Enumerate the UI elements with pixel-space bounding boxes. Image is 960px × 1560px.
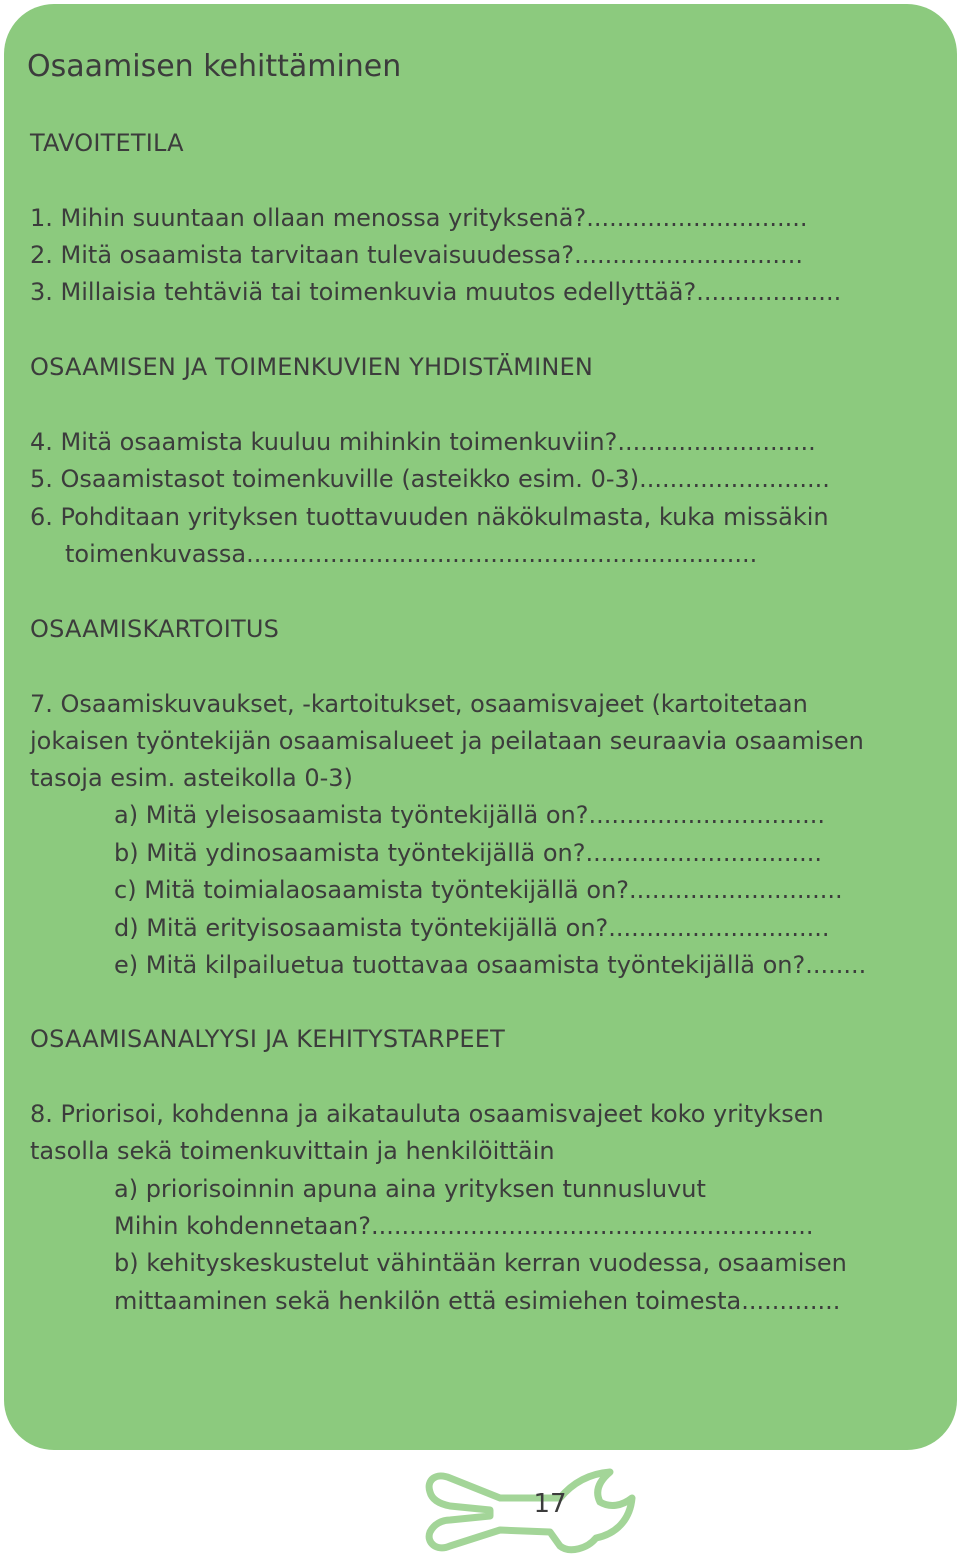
sub-item-8b-line-2: mittaaminen sekä henkilön että esimiehen toimesta............. bbox=[114, 1287, 841, 1315]
sub-item-7c: c) Mitä toimialaosaamista työntekijällä on?............................ bbox=[114, 876, 843, 904]
list-item-4: 4. Mitä osaamista kuuluu mihinkin toimenkuviin?.......................... bbox=[30, 428, 816, 456]
section-heading-kartoitus: OSAAMISKARTOITUS bbox=[30, 615, 280, 643]
sub-item-8b: b) kehityskeskustelut vähintään kerran vuodessa, osaamisen bbox=[114, 1249, 847, 1277]
list-item-5: 5. Osaamistasot toimenkuville (asteikko esim. 0-3)......................... bbox=[30, 465, 830, 493]
list-item-6: 6. Pohditaan yrityksen tuottavuuden näkökulmasta, kuka missäkin bbox=[30, 503, 829, 531]
sub-item-8a-line-2: Mihin kohdennetaan?.......................................................... bbox=[114, 1212, 814, 1240]
list-item-7-line-3: tasoja esim. asteikolla 0-3) bbox=[30, 764, 353, 792]
list-item-8-line-2: tasolla sekä toimenkuvittain ja henkilöittäin bbox=[30, 1137, 555, 1165]
list-item-1: 1. Mihin suuntaan ollaan menossa yrityksenä?............................. bbox=[30, 204, 808, 232]
list-item-7: 7. Osaamiskuvaukset, -kartoitukset, osaamisvajeet (kartoitetaan bbox=[30, 690, 808, 718]
section-heading-analyysi: OSAAMISANALYYSI JA KEHITYSTARPEET bbox=[30, 1025, 506, 1053]
sub-item-8a: a) priorisoinnin apuna aina yrityksen tunnusluvut bbox=[114, 1175, 706, 1203]
section-heading-tavoitetila: TAVOITETILA bbox=[30, 129, 184, 157]
sub-item-7b: b) Mitä ydinosaamista työntekijällä on?............................... bbox=[114, 839, 822, 867]
list-item-2: 2. Mitä osaamista tarvitaan tulevaisuudessa?.............................. bbox=[30, 241, 803, 269]
sub-item-7a: a) Mitä yleisosaamista työntekijällä on?............................... bbox=[114, 801, 825, 829]
list-item-3: 3. Millaisia tehtäviä tai toimenkuvia muutos edellyttää?................... bbox=[30, 278, 842, 306]
page-number: 17 bbox=[533, 1489, 567, 1519]
list-item-6-continued: toimenkuvassa................................................................... bbox=[65, 540, 758, 568]
sub-item-7d: d) Mitä erityisosaamista työntekijällä on?............................. bbox=[114, 914, 830, 942]
page-title: Osaamisen kehittäminen bbox=[27, 49, 402, 84]
section-heading-yhdistaminen: OSAAMISEN JA TOIMENKUVIEN YHDISTÄMINEN bbox=[30, 353, 594, 381]
sub-item-7e: e) Mitä kilpailuetua tuottavaa osaamista työntekijällä on?........ bbox=[114, 951, 867, 979]
list-item-7-line-2: jokaisen työntekijän osaamisalueet ja peilataan seuraavia osaamisen bbox=[30, 727, 864, 755]
list-item-8: 8. Priorisoi, kohdenna ja aikatauluta osaamisvajeet koko yrityksen bbox=[30, 1100, 824, 1128]
